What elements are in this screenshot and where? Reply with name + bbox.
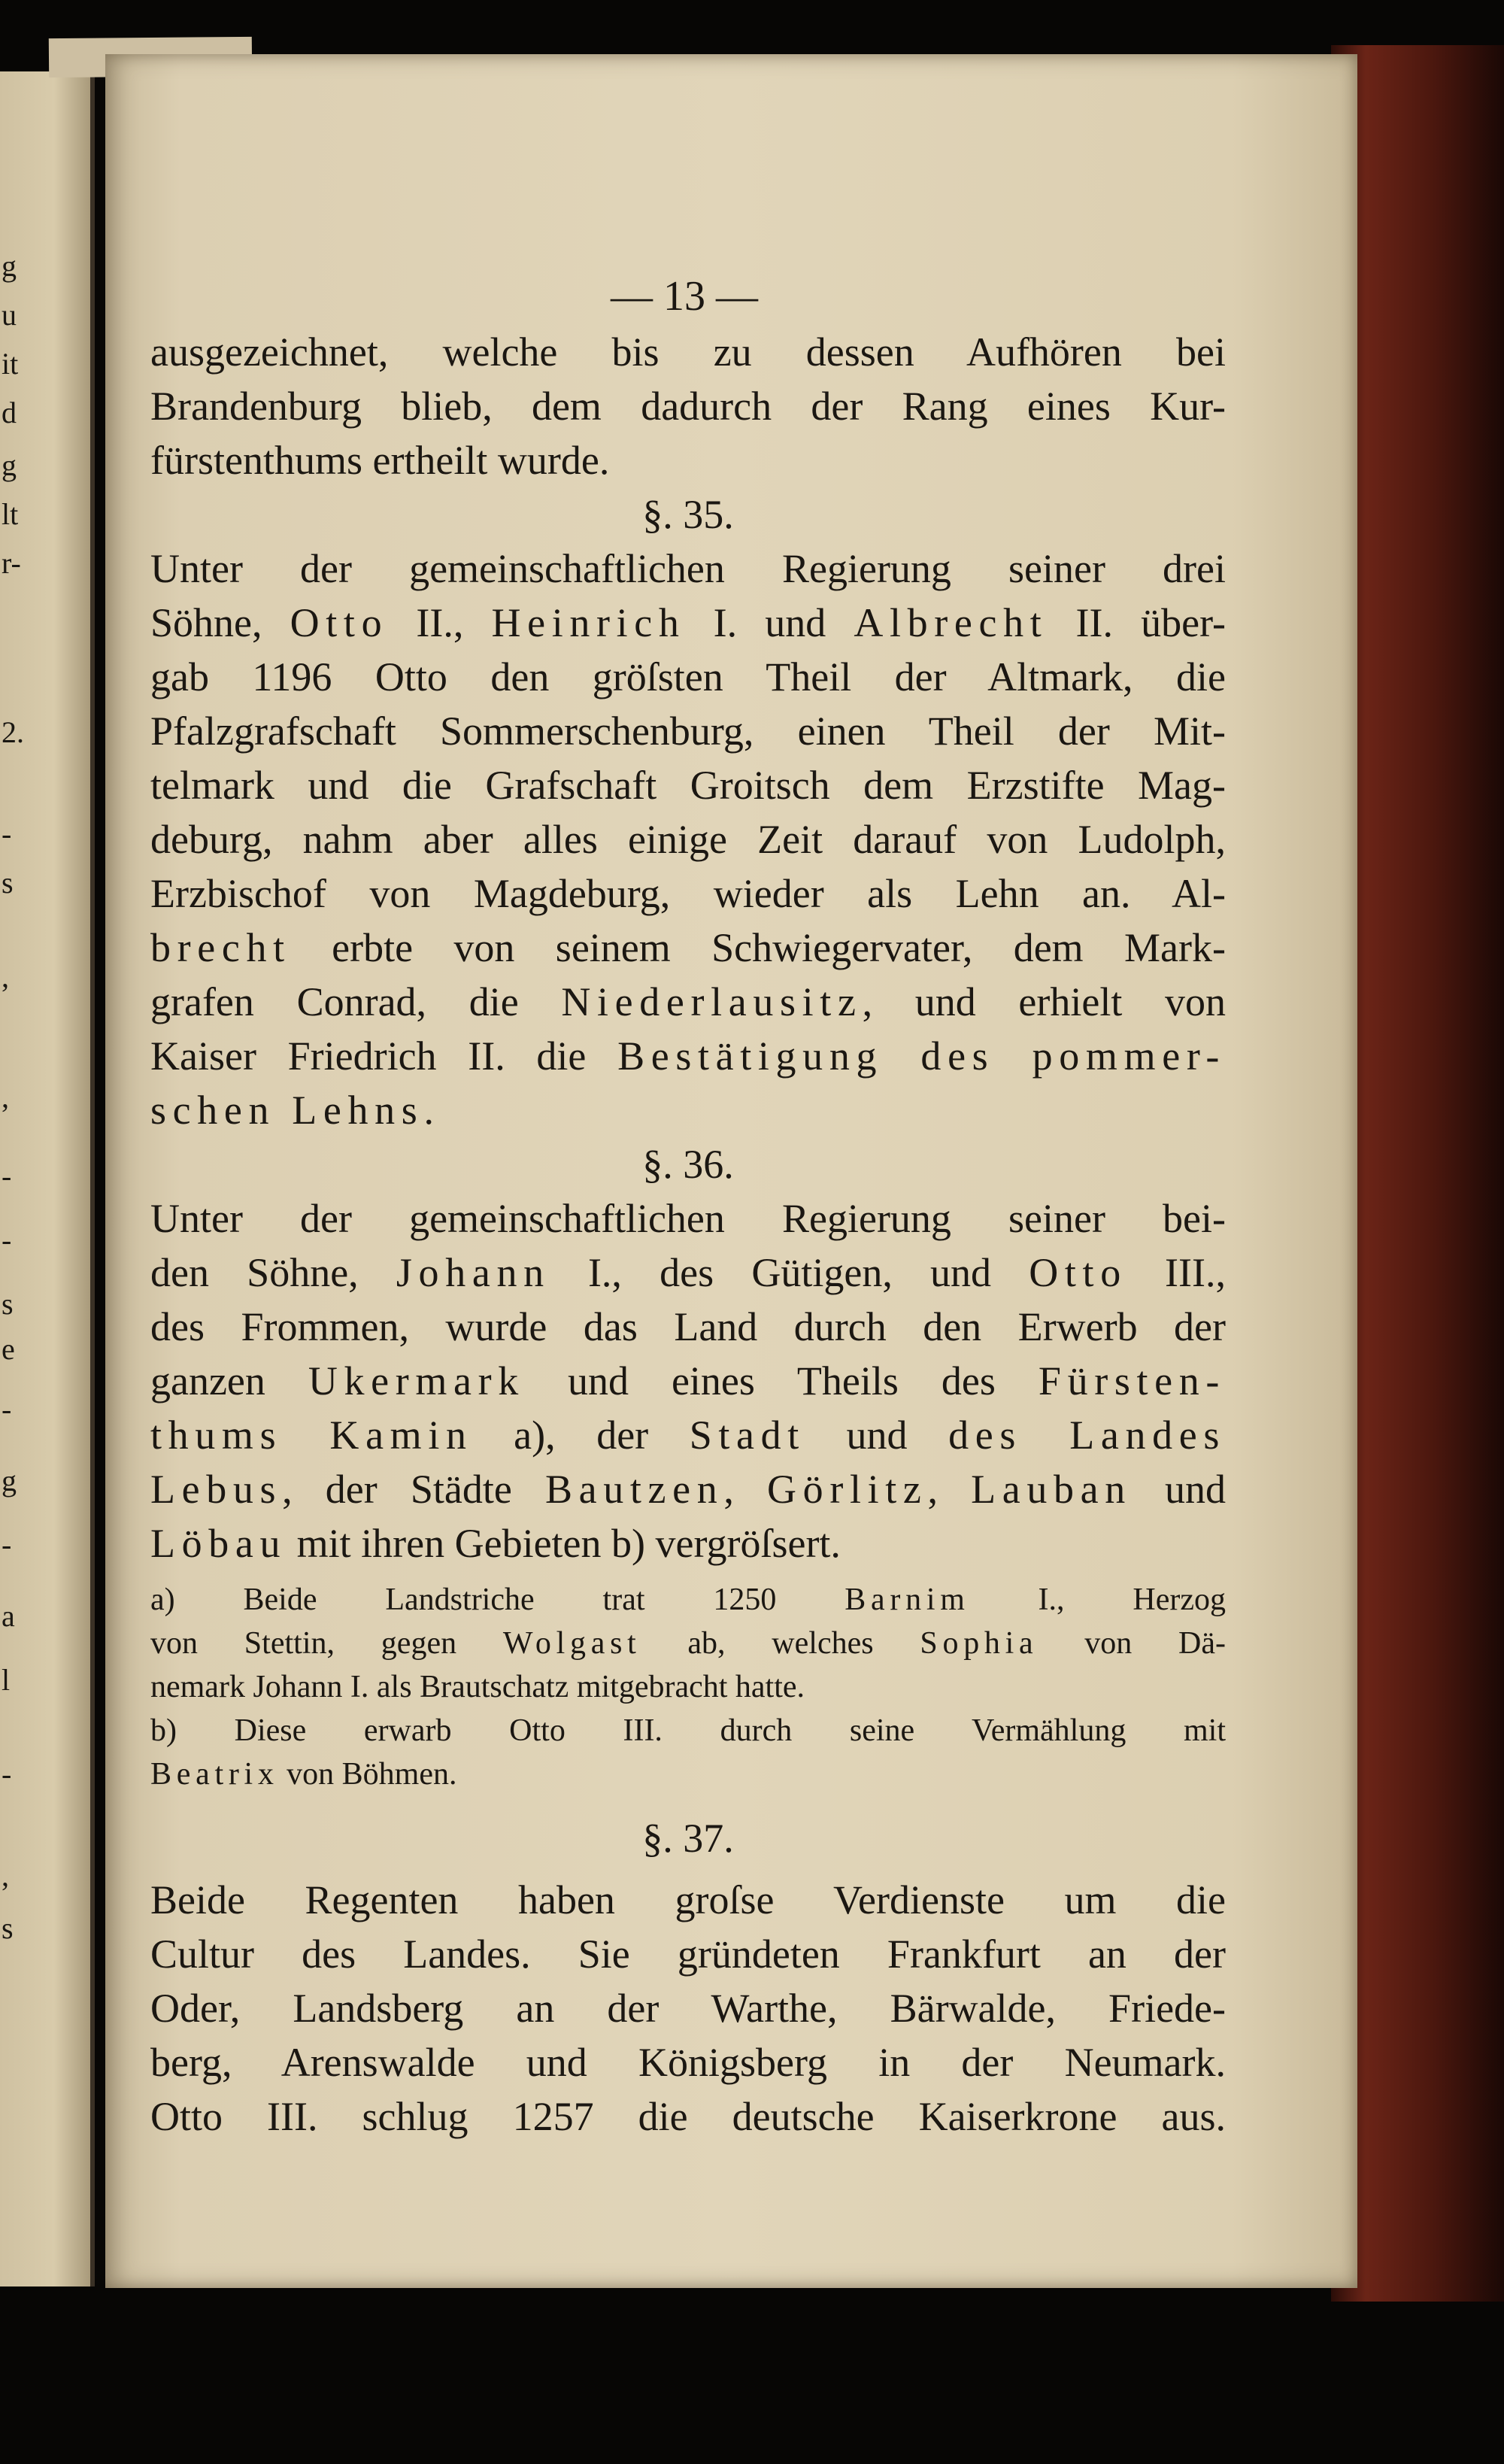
text-run: , der Städte bbox=[282, 1467, 545, 1512]
left-page-fragment: it bbox=[2, 347, 19, 381]
left-page-fragment: d bbox=[2, 396, 17, 429]
spaced-text: Niederlausitz bbox=[561, 979, 863, 1024]
text-line bbox=[150, 1412, 1226, 1458]
spaced-text: thums Kamin bbox=[150, 1413, 473, 1458]
text-line bbox=[150, 708, 1226, 754]
text-line bbox=[150, 1625, 1226, 1661]
left-page-fragment: s bbox=[2, 866, 14, 900]
left-page-edge bbox=[0, 71, 95, 2286]
left-page-fragment: g bbox=[2, 448, 17, 482]
spaced-text: Beatrix bbox=[150, 1757, 279, 1792]
text-line bbox=[150, 870, 1226, 917]
text-run: grafen Conrad, die bbox=[150, 979, 562, 1024]
text-line bbox=[150, 1195, 1226, 1242]
spaced-text: Stadt bbox=[689, 1413, 805, 1458]
spaced-text: Sophia bbox=[920, 1626, 1039, 1661]
text-run: . bbox=[423, 1088, 434, 1133]
left-page-fragment: r- bbox=[2, 546, 21, 580]
text-run: II., bbox=[388, 600, 492, 645]
text-line bbox=[150, 762, 1226, 809]
text-run: von Stettin, gegen bbox=[150, 1626, 503, 1661]
spaced-text: Bautzen bbox=[545, 1467, 724, 1512]
text-run: I. und bbox=[685, 600, 854, 645]
spaced-text: brecht bbox=[150, 925, 291, 970]
left-page-fragment: l bbox=[2, 1663, 11, 1697]
spaced-text: Albrecht bbox=[854, 600, 1048, 645]
text-run: den Söhne, bbox=[150, 1250, 396, 1295]
text-run: III., bbox=[1126, 1250, 1227, 1295]
text-run: von Böhmen. bbox=[278, 1757, 457, 1792]
left-page-fragment: - bbox=[2, 1159, 12, 1193]
book-page bbox=[105, 54, 1357, 2288]
text-line bbox=[150, 1249, 1226, 1296]
spaced-text: Otto bbox=[290, 600, 389, 645]
text-run: Kaiser Friedrich II. die bbox=[150, 1033, 618, 1079]
spaced-text: Heinrich bbox=[491, 600, 686, 645]
text-run: nemark Johann I. als Brautschatz mitgebracht hatte. bbox=[150, 1670, 805, 1704]
left-page-fragment: - bbox=[2, 1528, 12, 1561]
text-line bbox=[150, 1033, 1226, 1079]
text-line bbox=[150, 1756, 1226, 1792]
left-page-fragment: lt bbox=[2, 497, 19, 531]
text-run: Pfalzgrafschaft Sommerschenburg, einen Theil der Mit- bbox=[150, 709, 1226, 754]
left-page-fragment: - bbox=[2, 1757, 12, 1791]
left-page-fragment: s bbox=[2, 1287, 14, 1321]
left-page-fragment: - bbox=[2, 1223, 12, 1257]
text-run: und bbox=[805, 1413, 949, 1458]
text-line bbox=[150, 654, 1226, 700]
spaced-text: Bestätigung des pommer- bbox=[617, 1033, 1226, 1079]
text-run: mit ihren Gebieten b) vergröſsert. bbox=[287, 1521, 841, 1566]
left-page-fragment: u bbox=[2, 298, 17, 332]
section-heading: §. 36. bbox=[642, 1142, 734, 1187]
text-line bbox=[150, 979, 1226, 1025]
spaced-text: Barnim bbox=[844, 1582, 970, 1617]
text-run: ab, welches bbox=[641, 1626, 920, 1661]
section-heading: §. 37. bbox=[642, 1816, 734, 1861]
left-page-fragment: - bbox=[2, 817, 12, 851]
spaced-text: Lauban bbox=[971, 1467, 1132, 1512]
text-run: a) Beide Landstriche trat 1250 bbox=[150, 1582, 845, 1617]
text-line: ausgezeichnet, welche bis zu dessen Aufhören bei bbox=[150, 329, 1226, 375]
spaced-text: Otto bbox=[1029, 1250, 1127, 1295]
text-run: , bbox=[927, 1467, 972, 1512]
left-page-fragment: 2. bbox=[2, 715, 24, 749]
text-line bbox=[150, 924, 1226, 971]
text-run: deburg, nahm aber alles einige Zeit darauf von Ludolph, bbox=[150, 817, 1226, 862]
left-page-fragment: s bbox=[2, 1911, 14, 1945]
page-number: — 13 — bbox=[611, 273, 758, 320]
text-run: Unter der gemeinschaftlichen Regierung seiner bei- bbox=[150, 1196, 1226, 1241]
text-run: Unter der gemeinschaftlichen Regierung seiner drei bbox=[150, 546, 1226, 591]
text-run: Söhne, bbox=[150, 600, 290, 645]
text-line bbox=[150, 1303, 1226, 1350]
text-line bbox=[150, 1520, 1226, 1567]
text-line: Brandenburg blieb, dem dadurch der Rang eines Kur- bbox=[150, 384, 1226, 429]
text-line bbox=[150, 1466, 1226, 1513]
left-page-fragment: , bbox=[2, 960, 9, 994]
text-line: fürstenthums ertheilt wurde. bbox=[150, 438, 610, 483]
text-run: a), der bbox=[472, 1413, 690, 1458]
text-line bbox=[150, 1582, 1226, 1618]
text-line bbox=[150, 545, 1226, 592]
text-run: telmark und die Grafschaft Groitsch dem Erzstifte Mag- bbox=[150, 763, 1226, 808]
text-run: von Dä- bbox=[1038, 1626, 1226, 1661]
spaced-text: Löbau bbox=[150, 1521, 287, 1566]
text-run: und eines Theils des bbox=[524, 1358, 1039, 1403]
text-run: b) Diese erwarb Otto III. durch seine Vermählung mit bbox=[150, 1713, 1226, 1748]
spaced-text: Johann bbox=[396, 1250, 550, 1295]
text-line bbox=[150, 1087, 1226, 1133]
text-run: I., Herzog bbox=[969, 1582, 1226, 1617]
left-page-fragment: g bbox=[2, 1464, 17, 1498]
text-line bbox=[150, 1358, 1226, 1404]
spaced-text: Ukermark bbox=[308, 1358, 525, 1403]
spaced-text: Wolgast bbox=[502, 1626, 641, 1661]
text-line: Beide Regenten haben groſse Verdienste um die bbox=[150, 1877, 1226, 1922]
text-run: I., des Gütigen, und bbox=[550, 1250, 1029, 1295]
left-page-fragment: , bbox=[2, 1080, 9, 1114]
text-line bbox=[150, 816, 1226, 863]
text-run: II. über- bbox=[1048, 600, 1226, 645]
text-run: gab 1196 Otto den gröſsten Theil der Altmark, die bbox=[150, 654, 1226, 699]
text-run: erbte von seinem Schwiegervater, dem Mark- bbox=[290, 925, 1226, 970]
text-line: Otto III. schlug 1257 die deutsche Kaiserkrone aus. bbox=[150, 2094, 1226, 2139]
text-run: Erzbischof von Magdeburg, wieder als Lehn an. Al- bbox=[150, 871, 1226, 916]
spaced-text: Görlitz bbox=[767, 1467, 928, 1512]
text-line bbox=[150, 1713, 1226, 1749]
spaced-text: Lebus bbox=[150, 1467, 283, 1512]
left-page-fragment: g bbox=[2, 249, 17, 283]
text-run: , bbox=[723, 1467, 768, 1512]
spaced-text: schen Lehns bbox=[150, 1088, 424, 1133]
text-run: des Frommen, wurde das Land durch den Erwerb der bbox=[150, 1304, 1226, 1349]
text-line bbox=[150, 599, 1226, 646]
left-page-fragment: - bbox=[2, 1392, 12, 1426]
section-heading: §. 35. bbox=[642, 492, 734, 537]
text-line: Cultur des Landes. Sie gründeten Frankfurt an der bbox=[150, 1931, 1226, 1977]
spaced-text: des Landes bbox=[948, 1413, 1227, 1458]
left-page-fragment: a bbox=[2, 1599, 15, 1633]
text-line: Oder, Landsberg an der Warthe, Bärwalde, Friede- bbox=[150, 1986, 1226, 2031]
left-page-fragment: , bbox=[2, 1859, 9, 1892]
spaced-text: Fürsten- bbox=[1038, 1358, 1226, 1403]
text-line bbox=[150, 1669, 1226, 1705]
text-run: , und erhielt von bbox=[862, 979, 1226, 1024]
text-line: berg, Arenswalde und Königsberg in der Neumark. bbox=[150, 2040, 1226, 2085]
left-page-fragment: e bbox=[2, 1332, 15, 1366]
text-run: ganzen bbox=[150, 1358, 308, 1403]
text-run: und bbox=[1131, 1467, 1227, 1512]
